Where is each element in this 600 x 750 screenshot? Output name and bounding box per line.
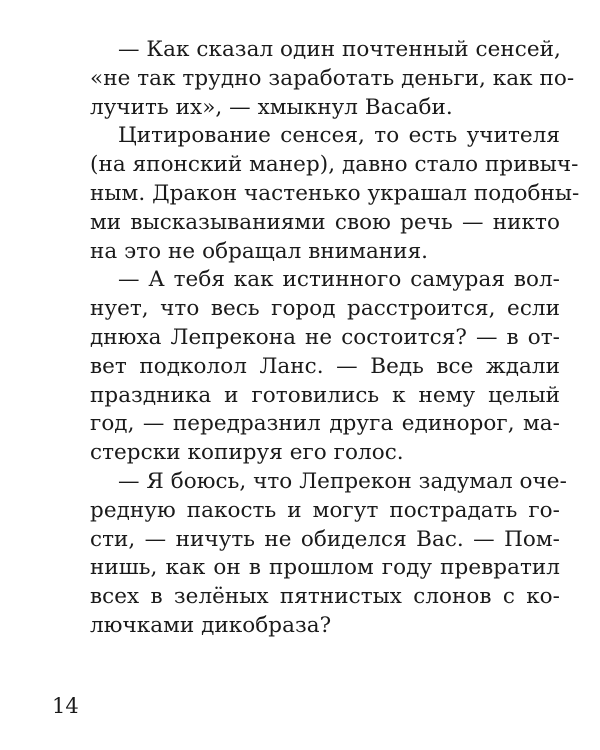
text-line: всех в зелёных пятнистых слонов с ко- [90,584,560,610]
text-line: на это не обращал внимания. [90,238,429,264]
text-line: — Как сказал один почтенный сенсей, [118,37,561,62]
text-line: лючками дикобраза? [90,612,332,638]
text-line: праздника и готовились к нему целый [90,382,560,408]
text-line: сти, — ничуть не обиделся Вас. — Пом- [90,526,560,552]
text-line: Цитирование сенсея, то есть учителя [118,123,560,149]
text-line: нишь, как он в прошлом году превратил [90,555,560,581]
text-line: — Я боюсь, что Лепрекон задумал оче- [118,468,567,494]
text-line: — А тебя как истинного самурая вол- [118,267,560,293]
text-line: ным. Дракон частенько украшал подобны- [90,180,580,206]
text-line: (на японский манер), давно стало привыч- [90,152,579,178]
text-line: нует, что весь город расстроится, если [90,296,560,322]
text-line: «не так трудно заработать деньги, как по- [90,65,575,91]
text-line: год, — передразнил друга единорог, ма- [90,411,560,437]
text-line: днюха Лепрекона не состоится? — в от- [90,324,560,350]
text-line: редную пакость и могут пострадать го- [90,497,560,523]
page-number: 14 [52,694,79,718]
text-line: вет подколол Ланс. — Ведь все ждали [90,353,560,379]
body-text [90,36,580,641]
text-line: стерски копируя его голос. [90,440,404,466]
text-line: ми высказываниями свою речь — никто [90,209,560,235]
text-line: лучить их», — хмыкнул Васаби. [90,94,453,120]
